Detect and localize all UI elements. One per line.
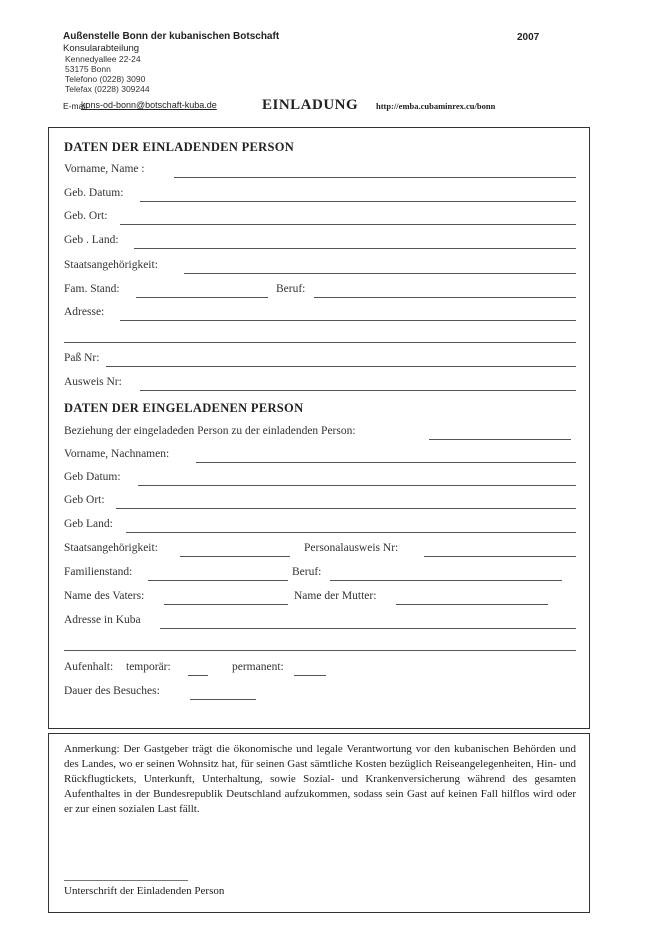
guest-address-line[interactable] — [160, 628, 576, 629]
guest-duration-line[interactable] — [190, 699, 256, 700]
website-url[interactable]: http://emba.cubaminrex.cu/bonn — [376, 101, 496, 111]
host-name-field[interactable] — [64, 163, 576, 179]
host-name-line[interactable] — [174, 177, 576, 178]
guest-profession-line[interactable] — [330, 580, 562, 581]
contact-row — [63, 97, 583, 115]
guest-birth-place-field[interactable] — [64, 494, 576, 510]
host-address-field-2[interactable] — [64, 328, 576, 344]
host-passport-line[interactable] — [106, 366, 576, 367]
guest-mother-label: Name der Mutter: — [294, 590, 377, 602]
guest-nationality-id-row — [64, 542, 576, 558]
guest-birth-place-line[interactable] — [116, 508, 576, 509]
guest-profession-label: Beruf: — [292, 566, 322, 578]
guest-nationality-label: Staatsangehörigkeit: — [64, 542, 158, 554]
street-address: Kennedyallee 22-24 — [65, 54, 141, 64]
guest-id-label: Personalausweis Nr: — [304, 542, 399, 554]
guest-duration-label: Dauer des Besuches: — [64, 685, 160, 697]
guest-relation-line[interactable] — [429, 439, 571, 440]
guest-address-line-2[interactable] — [64, 650, 576, 651]
guest-marital-label: Familienstand: — [64, 566, 133, 578]
host-nationality-line[interactable] — [184, 273, 576, 274]
guest-birth-date-field[interactable] — [64, 471, 576, 487]
guest-name-line[interactable] — [196, 462, 576, 463]
guest-id-line[interactable] — [424, 556, 576, 557]
guest-name-label: Vorname, Nachnamen: — [64, 448, 170, 460]
host-address-line-2[interactable] — [64, 342, 576, 343]
guest-relation-label: Beziehung der eingeladeden Person zu der einladenden Person: — [64, 425, 356, 437]
guest-birth-country-line[interactable] — [126, 532, 576, 533]
host-id-line[interactable] — [140, 390, 576, 391]
guest-parents-row — [64, 590, 576, 606]
guest-stay-row — [64, 661, 576, 677]
guest-relation-field[interactable] — [64, 425, 576, 441]
host-profession-line[interactable] — [314, 297, 576, 298]
host-nationality-field[interactable] — [64, 259, 576, 275]
guest-name-field[interactable] — [64, 448, 576, 464]
host-address-label: Adresse: — [64, 306, 105, 318]
guest-temporary-label: temporär: — [126, 661, 171, 673]
phone-number: Telefono (0228) 3090 — [65, 74, 146, 84]
guest-father-line[interactable] — [164, 604, 288, 605]
letterhead — [63, 31, 583, 94]
form-year: 2007 — [517, 32, 540, 43]
host-birth-country-label: Geb . Land: — [64, 234, 119, 246]
guest-nationality-line[interactable] — [180, 556, 290, 557]
host-profession-label: Beruf: — [276, 283, 306, 295]
host-marital-line[interactable] — [136, 297, 268, 298]
host-marital-label: Fam. Stand: — [64, 283, 120, 295]
guest-birth-country-label: Geb Land: — [64, 518, 113, 530]
city-address: 53175 Bonn — [65, 64, 111, 74]
host-address-field[interactable] — [64, 306, 576, 322]
host-passport-field[interactable] — [64, 352, 576, 368]
host-birth-country-field[interactable] — [64, 234, 576, 250]
fax-number: Telefax (0228) 309244 — [65, 84, 150, 94]
section-host-title: DATEN DER EINLADENDEN PERSON — [64, 140, 295, 154]
guest-address-field-2[interactable] — [64, 636, 576, 652]
host-id-field[interactable] — [64, 376, 576, 392]
guest-marital-line[interactable] — [148, 580, 288, 581]
host-birth-place-label: Geb. Ort: — [64, 210, 108, 222]
guest-birth-place-label: Geb Ort: — [64, 494, 105, 506]
host-birth-date-label: Geb. Datum: — [64, 187, 124, 199]
guest-birth-date-label: Geb Datum: — [64, 471, 121, 483]
document-title: EINLADUNG — [262, 97, 359, 113]
guest-permanent-line[interactable] — [294, 675, 326, 676]
guest-marital-profession-row — [64, 566, 576, 582]
guest-birth-date-line[interactable] — [138, 485, 576, 486]
signature-line[interactable] — [64, 880, 188, 881]
guest-mother-line[interactable] — [396, 604, 548, 605]
guest-birth-country-field[interactable] — [64, 518, 576, 534]
guest-permanent-label: permanent: — [232, 661, 284, 673]
email-link[interactable]: kons-od-bonn@botschaft-kuba.de — [81, 100, 217, 110]
host-name-label: Vorname, Name : — [64, 163, 145, 175]
host-birth-date-field[interactable] — [64, 187, 576, 203]
liability-note: Anmerkung: Der Gastgeber trägt die ökonomische und legale Verantwortung vor den kubanischen Behörden und des Landes, wo er seinen Wohnsitz hat, für seinen Gast sämtliche Kosten bezüglich Reiseangelegenheiten, Hin- und Rückflugtickets, Unterkunft, Unterhaltung, sowie Sozial- und Krankenversicherung während des gesamten Aufenthaltes in der Bundesrepublik Deutschland aufzukommen, sodass sein Gast auf keinen Fall hilflos wird oder er zur einen sozialen Last fällt. — [64, 743, 576, 815]
signature-label: Unterschrift der Einladenden Person — [64, 885, 225, 897]
host-passport-label: Paß Nr: — [64, 352, 100, 364]
guest-temporary-line[interactable] — [188, 675, 208, 676]
department-name: Konsularabteilung — [63, 43, 140, 54]
host-nationality-label: Staatsangehörigkeit: — [64, 259, 158, 271]
guest-stay-label: Aufenhalt: — [64, 661, 114, 673]
organization-name: Außenstelle Bonn der kubanischen Botschaft — [63, 31, 280, 42]
host-address-line[interactable] — [120, 320, 576, 321]
host-birth-country-line[interactable] — [134, 248, 576, 249]
host-birth-date-line[interactable] — [140, 201, 576, 202]
host-birth-place-field[interactable] — [64, 210, 576, 226]
guest-address-label: Adresse in Kuba — [64, 614, 141, 626]
guest-address-field[interactable] — [64, 614, 576, 630]
guest-duration-field[interactable] — [64, 685, 576, 701]
guest-father-label: Name des Vaters: — [64, 590, 145, 602]
email-label: E-mail — [63, 101, 88, 111]
host-id-label: Ausweis Nr: — [64, 376, 122, 388]
host-marital-profession-row — [64, 283, 576, 299]
section-guest-title: DATEN DER EINGELADENEN PERSON — [64, 401, 304, 415]
host-birth-place-line[interactable] — [120, 224, 576, 225]
